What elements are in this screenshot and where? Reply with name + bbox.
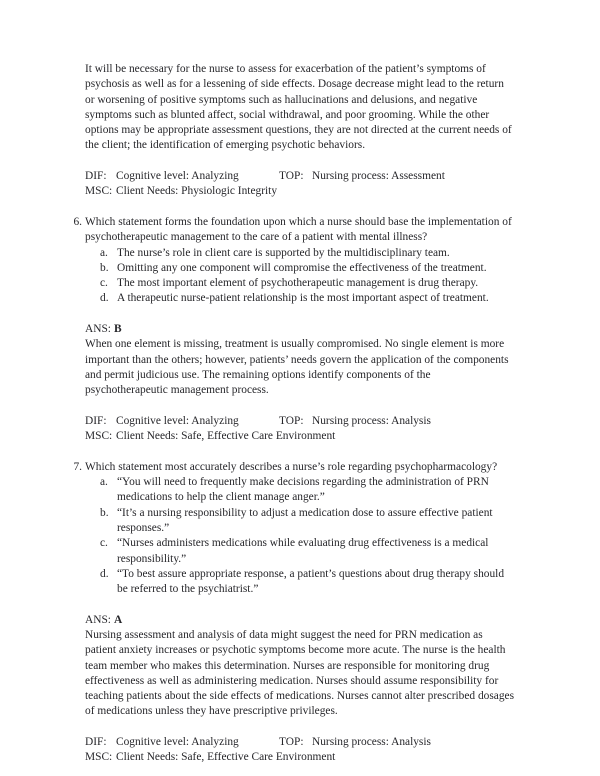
option-d-text: A therapeutic nurse-patient relationship is the most important aspect of treatment. (117, 292, 489, 305)
option-c[interactable] (68, 536, 514, 567)
answer-value: B (113, 323, 122, 336)
answer-label: ANS: (85, 613, 111, 626)
option-a-letter: a. (100, 476, 108, 489)
msc-label: MSC: (85, 185, 113, 198)
question-item-7 (68, 460, 514, 766)
metadata-row-dif-top (85, 169, 514, 184)
question-7-head (68, 460, 514, 475)
option-b[interactable] (68, 261, 514, 276)
option-a-text: The nurse’s role in client care is supported by the multidisciplinary team. (117, 246, 450, 259)
top-value: Nursing process: Analysis (312, 414, 431, 427)
question-7-answer-line (85, 613, 514, 628)
metadata-row-dif-top (85, 414, 514, 429)
option-b-text: “It’s a nursing responsibility to adjust a medication dose to assure effective patient responses.” (117, 506, 493, 534)
metadata-row-msc (85, 429, 514, 444)
option-c-letter: c. (100, 277, 108, 290)
question-6-head (68, 215, 514, 246)
option-d[interactable] (68, 291, 514, 306)
page-content (68, 62, 514, 766)
dif-label: DIF: (85, 736, 107, 749)
metadata-block-previous (85, 169, 514, 200)
question-6-number: 6. (73, 215, 82, 228)
metadata-block-question-6 (85, 414, 514, 445)
question-7-stem: Which statement most accurately describes a nurse’s role regarding psychopharmacology? (85, 460, 498, 473)
question-6-stem: Which statement forms the foundation upon which a nurse should base the implementation of psychotherapeutic management to the care of a patient with mental illness? (85, 215, 512, 244)
top-label: TOP: (279, 414, 304, 427)
dif-label: DIF: (85, 414, 107, 427)
option-a[interactable] (68, 475, 514, 506)
question-7-answer-block (85, 613, 514, 720)
dif-value: Cognitive level: Analyzing (116, 414, 239, 427)
option-d-text: “To best assure appropriate response, a patient’s questions about drug therapy should be referred to the psychiatrist.” (117, 567, 505, 596)
option-c-text: The most important element of psychotherapeutic management is drug therapy. (117, 277, 479, 290)
dif-value: Cognitive level: Analyzing (116, 170, 239, 183)
question-6-answer-line (85, 322, 514, 337)
option-b[interactable] (68, 506, 514, 537)
msc-value: Client Needs: Safe, Effective Care Environment (116, 430, 336, 443)
option-d-letter: d. (100, 292, 109, 305)
option-a-text: “You will need to frequently make decisions regarding the administration of PRN medications to help the client manage anger.” (117, 476, 489, 504)
question-7-options (68, 475, 514, 597)
metadata-row-msc (85, 750, 514, 765)
option-b-letter: b. (100, 261, 109, 274)
continuation-paragraph: It will be necessary for the nurse to assess for exacerbation of the patient’s symptoms of psychosis as well as for a lessening of side effects. Dosage decrease might lead to the return or worsening of positive symptoms such as hallucinations and delusions, and negative symptoms such as blunted affect, social withdrawal, and poor grooming. While the other options may be appropriate assessment questions, they are not directed at the current needs of the client; the identification of emerging psychotic behaviors. (85, 63, 512, 152)
msc-value: Client Needs: Safe, Effective Care Environment (116, 751, 336, 764)
metadata-row-dif-top (85, 735, 514, 750)
answer-label: ANS: (85, 323, 111, 336)
top-label: TOP: (279, 170, 304, 183)
top-value: Nursing process: Assessment (312, 170, 445, 183)
option-a-letter: a. (100, 246, 108, 259)
question-6-options (68, 246, 514, 307)
option-a[interactable] (68, 246, 514, 261)
question-7-rationale: Nursing assessment and analysis of data might suggest the need for PRN medication as patient anxiety increases or psychotic symptoms become more acute. The nurse is the health team member who makes this determination. Nurses are responsible for monitoring drug effectiveness as well as administering medication. Nurses should assume responsibility for teaching patients about the side effects of medications. Nurses cannot alter prescribed dosages of medications unless they have prescriptive privileges. (85, 628, 515, 718)
question-item-6 (68, 215, 514, 444)
option-b-text: Omitting any one component will compromise the effectiveness of the treatment. (117, 261, 487, 274)
top-value: Nursing process: Analysis (312, 736, 431, 749)
question-7-number: 7. (73, 460, 82, 473)
option-d-letter: d. (100, 567, 109, 580)
question-6-rationale: When one element is missing, treatment is usually compromised. No single element is more important than the others; however, patients’ needs govern the application of the components and permit judicious use. The remaining options identify components of the psychotherapeutic management process. (85, 338, 509, 397)
top-label: TOP: (279, 736, 304, 749)
option-c[interactable] (68, 276, 514, 291)
option-b-letter: b. (100, 506, 109, 519)
option-c-letter: c. (100, 537, 108, 550)
msc-value: Client Needs: Physiologic Integrity (116, 185, 278, 198)
msc-label: MSC: (85, 751, 113, 764)
option-c-text: “Nurses administers medications while evaluating drug effectiveness is a medical responsibility.” (117, 537, 489, 565)
question-6-answer-block (85, 322, 514, 398)
metadata-block-question-7 (85, 735, 514, 766)
dif-value: Cognitive level: Analyzing (116, 736, 239, 749)
metadata-row-msc (85, 184, 514, 199)
option-d[interactable] (68, 567, 514, 598)
msc-label: MSC: (85, 430, 113, 443)
answer-value: A (113, 613, 123, 626)
dif-label: DIF: (85, 170, 107, 183)
